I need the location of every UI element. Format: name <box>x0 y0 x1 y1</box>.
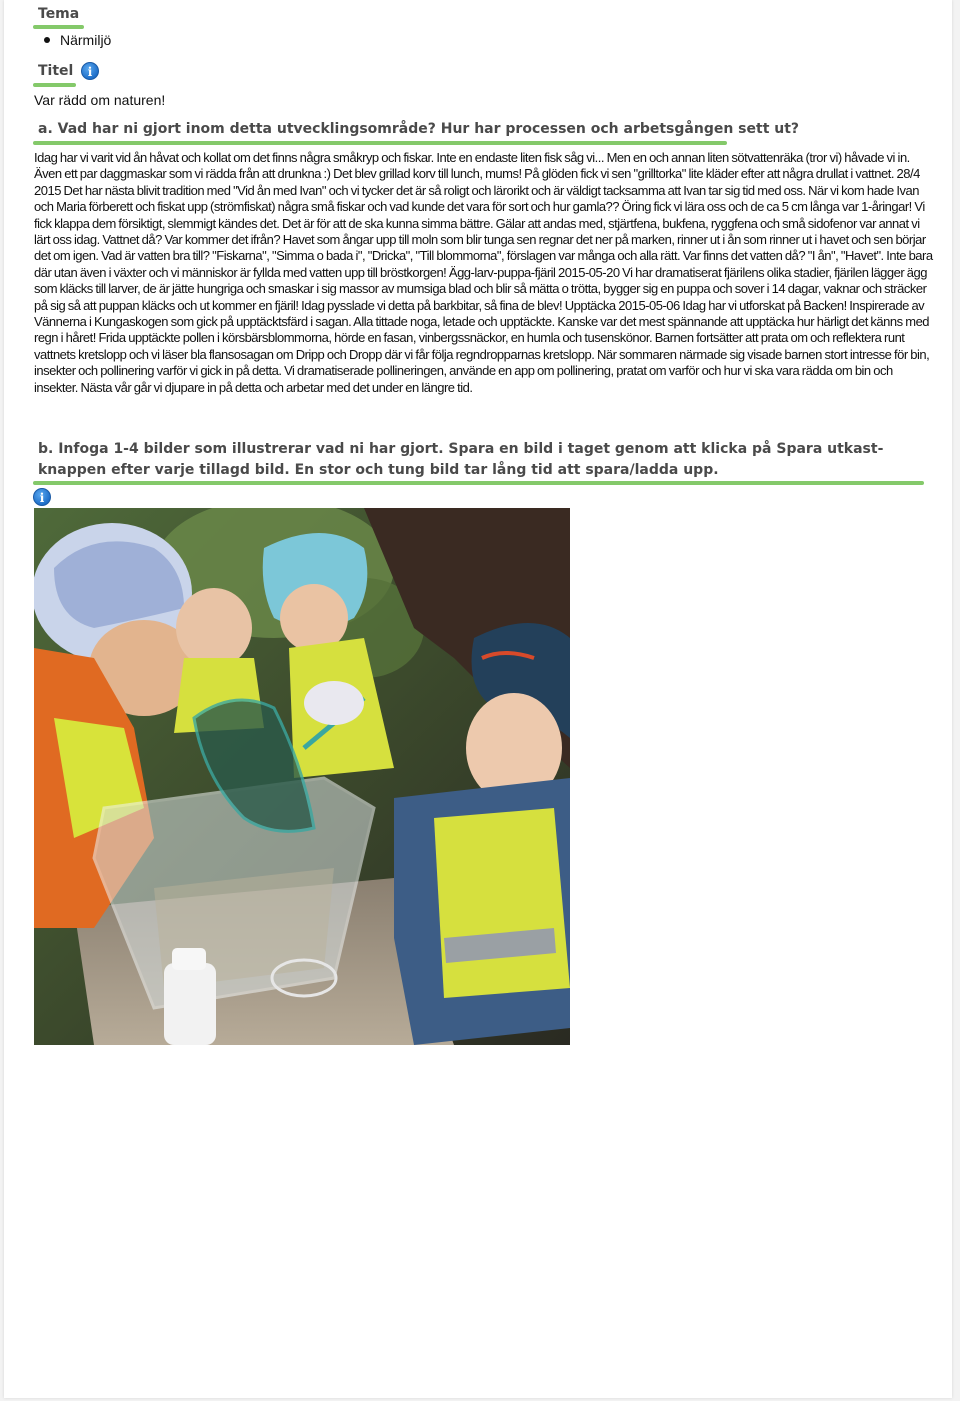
question-a-answer: Idag har vi varit vid ån håvat och kollat om det finns några småkryp och fiskar. Inte en endaste liten fisk såg vi... Men en och annan liten sötvattenräka (tror vi) håvade vi in. Även ett par daggmaskar som vi rädda från att drunkna :) Det blev grillad korv till lunch, mums! På glöden fick vi sen "grilltorka" lite kläder efter att några drullat i vattnet. 28/4 2015 Det har nästa blivit tradition med "Vid ån med Ivan" och vi tycker det är så roligt och lärorikt och är väldigt tacksamma att Ivan tar sig tid med oss. När vi kom hade Ivan och Maria förberett och fiskat upp (strömfiskat) några små fiskar och vad kunde det vara för sort och hur gamla?? Öring fick vi lära oss och de ca 5 cm långa var 1-åringar! Vi fick klappa dem försiktigt, slemmigt kändes det. Det är för att de ska kunna simma bättre. Gälar att andas med, stjärtfena, bukfena, ryggfena och små sidofenor var annat vi lärt oss idag. Vattnet då? Var kommer det ifrån? Havet som ångar upp till moln som blir tunga sen regnar det ner på marken, rinner ut i ån som rinner ut i havet och sen börjar det om igen. Vad är vatten bra till? "Fiskarna", "Simma o bada i", "Dricka", "Till blommorna", förslagen var många och alla rätt. Var finns det vatten då? "I ån", "Havet". Inte bara där utan även i växter och vi människor är fyllda med vatten upp till bröstkorgen! Ägg-larv-puppa-fjäril 2015-05-20 Vi har dramatiserat fjärilens olika stadier, fjärilen lägger ägg som kläcks till larver, de är jätte hungriga och smaskar i sig massor av mumsiga blad och blir så mätta o trötta, bygger sig en puppa och sover i 14 dagar, vaknar och sträcker på sig så att puppan kläcks och ut kommer en fjäril! Idag pysslade vi detta på barkbitar, så fina de blev! Upptäcka 2015-05-06 Idag har vi utforskat på Backen! Inspirerade av Vännerna i Kungaskogen som gick på upptäcktsfärd i sagan. Alla tittade noga, letade och upptäckte. Kanske var det mest spännande att upptäcka hur härligt det känns med regn i håret! Frida upptäckte pollen i körsbärsblommorna, hörde en fasan, vinbergssnäckor, en humla och tusenskönor. Barnen fortsätter att prata om och reflektera runt vattnets kretslopp och vi läser bla flansosagan om Dripp och Dropp där vi får följa regndropparnas kretslopp. När sommaren närmade sig visade barnen stort intresse för bin, insekter och pollinering varför vi gick in på detta. Vi dramatiserade pollineringen, använde en app om pollinering, pratat om varför och hur vi ska vara rädda om bin och insekter. Nästa vår går vi djupare in på detta och arbetar med det under en längre tid. <box>34 150 933 395</box>
question-a-heading: a. Vad har ni gjort inom detta utvecklingsområde? Hur har processen och arbetsgången sett ut? <box>38 121 800 137</box>
tema-underline <box>33 25 84 29</box>
bullet-icon <box>44 37 50 43</box>
tema-item-label: Närmiljö <box>60 32 112 48</box>
info-icon[interactable]: i <box>81 62 99 80</box>
titel-underline <box>33 83 76 87</box>
tema-list-item <box>44 32 111 48</box>
question-a-underline <box>33 141 727 145</box>
question-b-heading: b. Infoga 1-4 bilder som illustrerar vad ni har gjort. Spara en bild i taget genom att klicka på Spara utkast-knappen efter varje tillagd bild. En stor och tung bild tar lång tid att spara/ladda upp. <box>38 441 884 478</box>
titel-heading: Titel <box>38 63 74 79</box>
activity-photo <box>34 508 570 1045</box>
info-icon[interactable]: i <box>33 488 51 506</box>
photo-illustration <box>34 508 570 1045</box>
tema-heading: Tema <box>38 6 80 22</box>
titel-value: Var rädd om naturen! <box>34 92 166 108</box>
question-b-underline <box>33 481 924 485</box>
